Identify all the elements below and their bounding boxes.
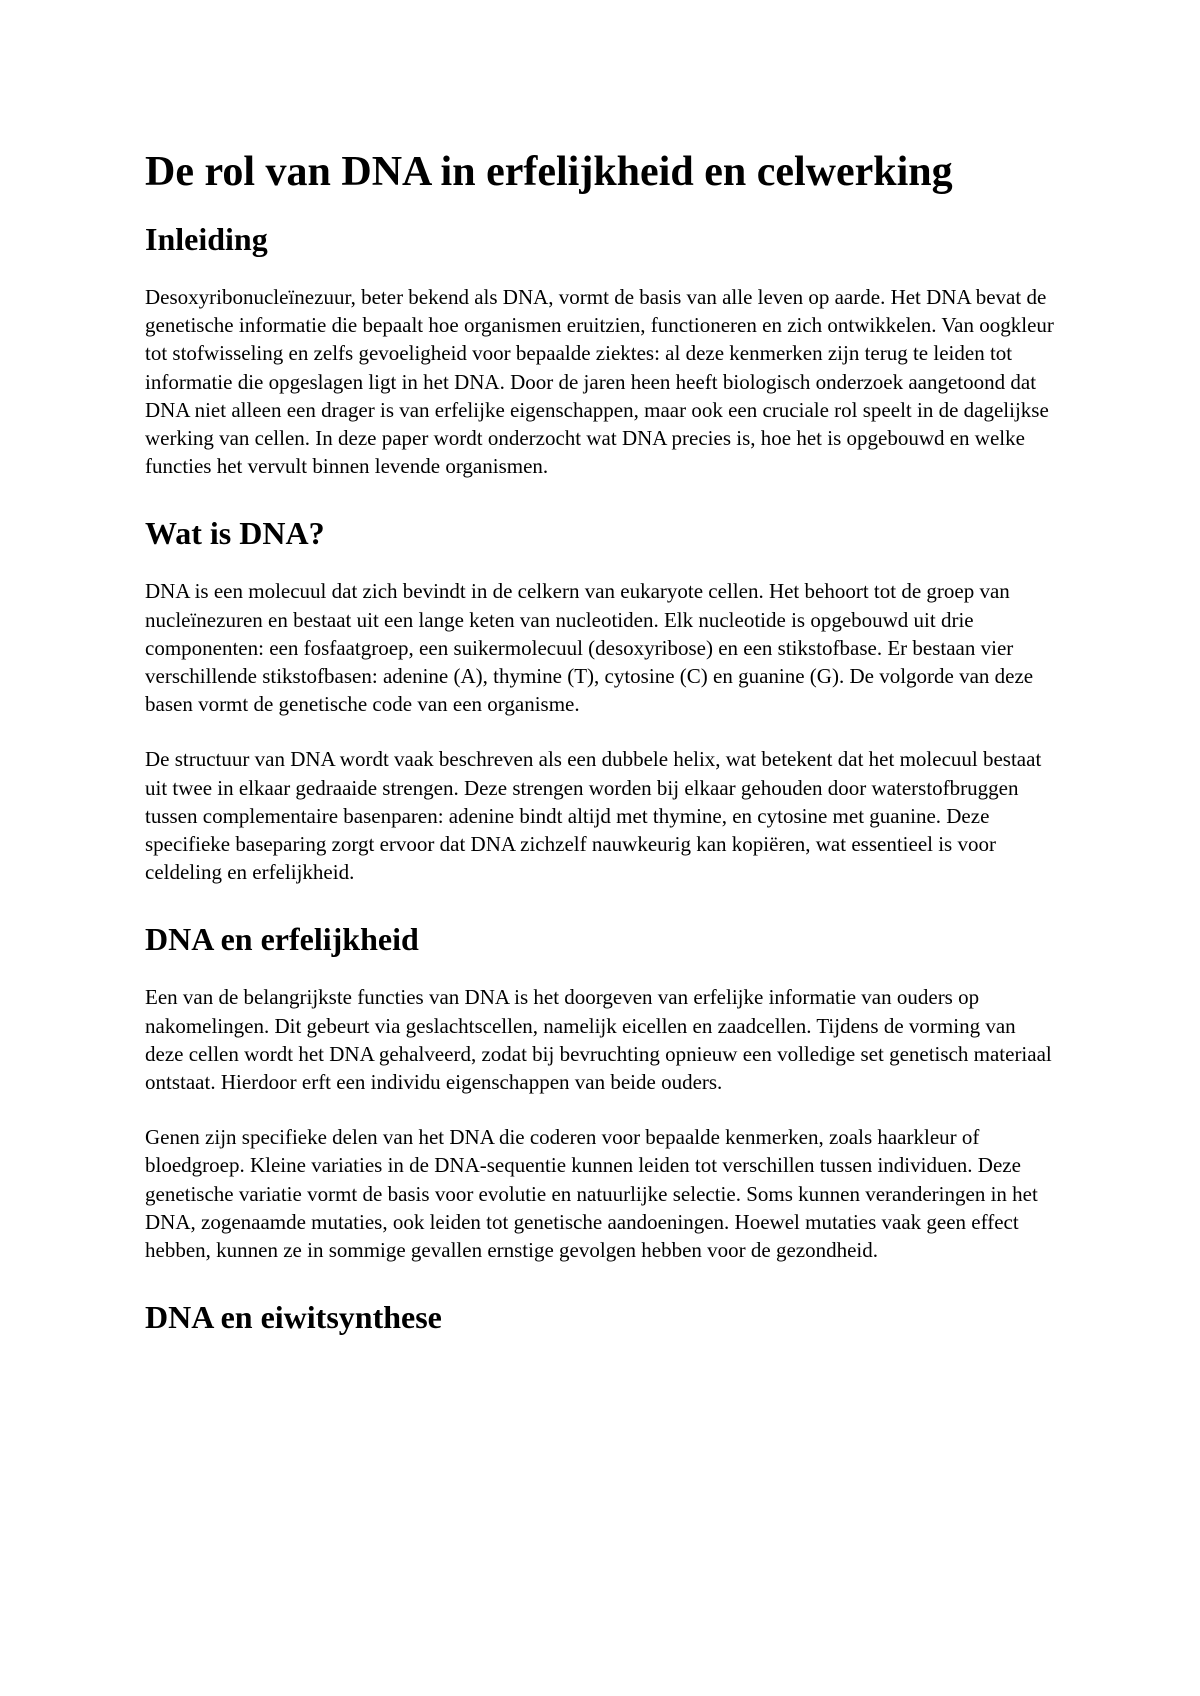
paragraph-inleiding-1: Desoxyribonucleïnezuur, beter bekend als DNA, vormt de basis van alle leven op aarde. Het DNA bevat de genetische informatie die bepaalt hoe organismen eruitzien, functioneren en zich ontwikkelen. Van oogkleur tot stofwisseling en zelfs gevoeligheid voor bepaalde ziektes: al deze kenmerken zijn terug te leiden tot informatie die opgeslagen ligt in het DNA. Door de jaren heen heeft biologisch onderzoek aangetoond dat DNA niet alleen een drager is van erfelijke eigenschappen, maar ook een cruciale rol speelt in de dagelijkse werking van cellen. In deze paper wordt onderzocht wat DNA precies is, hoe het is opgebouwd en welke functies het vervult binnen levende organismen. [145,285,1054,479]
section-eiwitsynthese [145,1297,1055,1337]
paragraph-wat-is-dna-2: De structuur van DNA wordt vaak beschreven als een dubbele helix, wat betekent dat het molecuul bestaat uit twee in elkaar gedraaide strengen. Deze strengen worden bij elkaar gehouden door waterstofbruggen tussen complementaire basenparen: adenine bindt altijd met thymine, en cytosine met guanine. Deze specifieke baseparing zorgt ervoor dat DNA zichzelf nauwkeurig kan kopiëren, wat essentieel is voor celdeling en erfelijkheid. [145,747,1042,885]
paragraph-erfelijkheid-2: Genen zijn specifieke delen van het DNA die coderen voor bepaalde kenmerken, zoals haarkleur of bloedgroep. Kleine variaties in de DNA-sequentie kunnen leiden tot verschillen tussen individuen. Deze genetische variatie vormt de basis voor evolutie en natuurlijke selectie. Soms kunnen veranderingen in het DNA, zogenaamde mutaties, ook leiden tot genetische aandoeningen. Hoewel mutaties vaak geen effect hebben, kunnen ze in sommige gevallen ernstige gevolgen hebben voor de gezondheid. [145,1125,1038,1263]
paragraph-wat-is-dna-1: DNA is een molecuul dat zich bevindt in de celkern van eukaryote cellen. Het behoort tot de groep van nucleïnezuren en bestaat uit een lange keten van nucleotiden. Elk nucleotide is opgebouwd uit drie componenten: een fosfaatgroep, een suikermolecuul (desoxyribose) en een stikstofbase. Er bestaan vier verschillende stikstofbasen: adenine (A), thymine (T), cytosine (C) en guanine (G). De volgorde van deze basen vormt de genetische code van een organisme. [145,579,1034,717]
document-title: De rol van DNA in erfelijkheid en celwerking [145,149,953,195]
section-inleiding [145,219,1055,480]
section-wat-is-dna [145,513,1055,886]
section-heading-inleiding: Inleiding [145,221,268,257]
section-heading-eiwitsynthese: DNA en eiwitsynthese [145,1299,442,1336]
section-heading-wat-is-dna: Wat is DNA? [145,515,325,552]
document-page [145,144,1055,1361]
section-erfelijkheid [145,919,1055,1264]
paragraph-erfelijkheid-1: Een van de belangrijkste functies van DNA is het doorgeven van erfelijke informatie van ouders op nakomelingen. Dit gebeurt via geslachtscellen, namelijk eicellen en zaadcellen. Tijdens de vorming van deze cellen wordt het DNA gehalveerd, zodat bij bevruchting opnieuw een volledige set genetisch materiaal ontstaat. Hierdoor erft een individu eigenschappen van beide ouders. [145,985,1052,1095]
section-heading-erfelijkheid: DNA en erfelijkheid [145,921,419,958]
